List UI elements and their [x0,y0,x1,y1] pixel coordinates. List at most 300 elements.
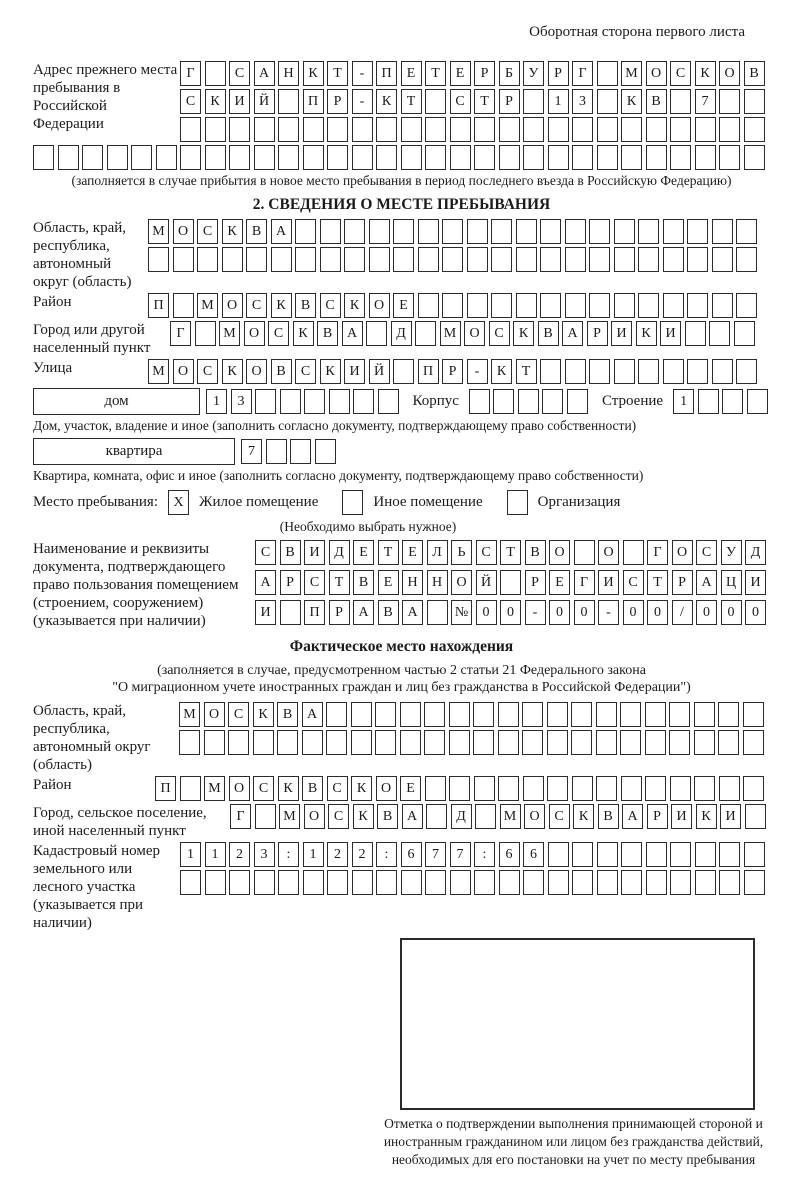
char-cell[interactable] [712,293,733,318]
char-cell[interactable]: Д [391,321,412,346]
char-cell[interactable] [418,219,439,244]
char-cell[interactable] [663,219,684,244]
char-cell[interactable]: Р [329,600,350,625]
checkbox-other-premises[interactable] [342,490,363,515]
char-cell[interactable] [277,730,298,755]
char-cell[interactable] [709,321,730,346]
char-cell[interactable] [548,117,569,142]
char-cell[interactable] [280,600,301,625]
char-cell[interactable] [499,145,520,170]
char-cell[interactable]: Е [400,776,421,801]
char-cell[interactable]: С [476,540,497,565]
char-cell[interactable] [572,870,593,895]
char-cell[interactable]: С [304,570,325,595]
char-cell[interactable]: О [598,540,619,565]
char-cell[interactable] [614,247,635,272]
char-cell[interactable]: Т [474,89,495,114]
char-cell[interactable] [473,702,494,727]
char-cell[interactable]: О [464,321,485,346]
char-cell[interactable]: О [549,540,570,565]
char-cell[interactable] [567,389,588,414]
char-cell[interactable] [295,247,316,272]
char-cell[interactable]: Р [587,321,608,346]
char-cell[interactable]: И [229,89,250,114]
char-cell[interactable]: К [636,321,657,346]
char-cell[interactable] [303,117,324,142]
char-cell[interactable]: Д [745,540,766,565]
char-cell[interactable] [351,730,372,755]
char-cell[interactable]: О [672,540,693,565]
char-cell[interactable] [565,219,586,244]
char-cell[interactable]: 7 [241,439,262,464]
char-cell[interactable]: О [376,776,397,801]
char-cell[interactable]: № [451,600,472,625]
char-cell[interactable] [326,730,347,755]
char-cell[interactable] [33,145,54,170]
char-cell[interactable]: Р [499,89,520,114]
char-cell[interactable] [687,247,708,272]
char-cell[interactable] [254,145,275,170]
char-cell[interactable] [747,389,768,414]
char-cell[interactable]: А [342,321,363,346]
char-cell[interactable] [393,247,414,272]
char-cell[interactable] [474,776,495,801]
char-cell[interactable]: М [279,804,300,829]
char-cell[interactable]: О [204,702,225,727]
char-cell[interactable] [498,730,519,755]
char-cell[interactable]: Т [647,570,668,595]
char-cell[interactable] [694,776,715,801]
char-cell[interactable] [352,145,373,170]
char-cell[interactable]: О [451,570,472,595]
char-cell[interactable]: И [304,540,325,565]
char-cell[interactable]: И [255,600,276,625]
char-cell[interactable] [491,219,512,244]
char-cell[interactable]: И [598,570,619,595]
char-cell[interactable]: 3 [254,842,275,867]
char-cell[interactable] [621,145,642,170]
char-cell[interactable] [670,117,691,142]
char-cell[interactable] [685,321,706,346]
char-cell[interactable]: 0 [500,600,521,625]
char-cell[interactable] [255,389,276,414]
char-cell[interactable]: 1 [205,842,226,867]
char-cell[interactable] [148,247,169,272]
char-cell[interactable] [547,702,568,727]
char-cell[interactable] [295,219,316,244]
char-cell[interactable] [425,870,446,895]
char-cell[interactable] [743,702,764,727]
char-cell[interactable] [327,145,348,170]
char-cell[interactable]: Т [329,570,350,595]
char-cell[interactable] [596,730,617,755]
char-cell[interactable]: П [148,293,169,318]
char-cell[interactable]: 0 [696,600,717,625]
char-cell[interactable]: - [467,359,488,384]
char-cell[interactable]: Б [499,61,520,86]
char-cell[interactable] [393,219,414,244]
char-cell[interactable] [467,293,488,318]
char-cell[interactable] [255,804,276,829]
char-cell[interactable]: И [671,804,692,829]
char-cell[interactable]: С [328,804,349,829]
char-cell[interactable]: Й [369,359,390,384]
char-cell[interactable]: С [489,321,510,346]
char-cell[interactable] [228,730,249,755]
char-cell[interactable] [695,117,716,142]
char-cell[interactable]: 1 [673,389,694,414]
char-cell[interactable] [646,117,667,142]
char-cell[interactable] [173,247,194,272]
char-cell[interactable]: А [254,61,275,86]
char-cell[interactable] [500,570,521,595]
char-cell[interactable] [425,776,446,801]
char-cell[interactable]: С [670,61,691,86]
char-cell[interactable] [290,439,311,464]
char-cell[interactable]: К [205,89,226,114]
char-cell[interactable]: С [623,570,644,595]
char-cell[interactable]: В [280,540,301,565]
char-cell[interactable]: - [352,61,373,86]
char-cell[interactable] [597,145,618,170]
char-cell[interactable]: И [660,321,681,346]
char-cell[interactable] [540,359,561,384]
char-cell[interactable]: В [246,219,267,244]
char-cell[interactable]: В [598,804,619,829]
char-cell[interactable] [449,730,470,755]
char-cell[interactable]: У [523,61,544,86]
char-cell[interactable] [621,842,642,867]
char-cell[interactable] [205,145,226,170]
char-cell[interactable]: И [344,359,365,384]
char-cell[interactable] [712,219,733,244]
char-cell[interactable] [326,702,347,727]
char-cell[interactable]: В [377,804,398,829]
char-cell[interactable] [719,117,740,142]
char-cell[interactable] [467,247,488,272]
char-cell[interactable] [744,117,765,142]
char-cell[interactable]: С [696,540,717,565]
char-cell[interactable]: К [491,359,512,384]
char-cell[interactable] [518,389,539,414]
char-cell[interactable] [351,702,372,727]
char-cell[interactable]: 3 [572,89,593,114]
char-cell[interactable]: Р [442,359,463,384]
char-cell[interactable] [523,776,544,801]
char-cell[interactable] [425,89,446,114]
char-cell[interactable]: О [222,293,243,318]
char-cell[interactable] [694,702,715,727]
char-cell[interactable]: О [719,61,740,86]
char-cell[interactable] [572,842,593,867]
char-cell[interactable]: С [450,89,471,114]
char-cell[interactable]: С [549,804,570,829]
char-cell[interactable] [522,730,543,755]
char-cell[interactable]: Е [549,570,570,595]
char-cell[interactable] [424,702,445,727]
char-cell[interactable]: Т [327,61,348,86]
char-cell[interactable] [614,293,635,318]
char-cell[interactable] [712,247,733,272]
char-cell[interactable] [698,389,719,414]
char-cell[interactable] [638,293,659,318]
char-cell[interactable]: К [513,321,534,346]
char-cell[interactable]: Г [572,61,593,86]
char-cell[interactable] [180,145,201,170]
char-cell[interactable]: Р [548,61,569,86]
char-cell[interactable] [204,730,225,755]
char-cell[interactable] [663,247,684,272]
char-cell[interactable] [645,776,666,801]
char-cell[interactable] [669,730,690,755]
char-cell[interactable] [589,293,610,318]
char-cell[interactable]: 0 [549,600,570,625]
char-cell[interactable]: И [745,570,766,595]
char-cell[interactable] [320,247,341,272]
char-cell[interactable]: - [352,89,373,114]
char-cell[interactable] [315,439,336,464]
char-cell[interactable]: В [646,89,667,114]
char-cell[interactable]: Г [574,570,595,595]
char-cell[interactable]: Т [516,359,537,384]
char-cell[interactable] [401,145,422,170]
char-cell[interactable]: А [353,600,374,625]
char-cell[interactable] [205,61,226,86]
char-cell[interactable] [229,117,250,142]
char-cell[interactable]: Е [393,293,414,318]
char-cell[interactable] [498,776,519,801]
char-cell[interactable] [574,540,595,565]
char-cell[interactable] [195,321,216,346]
char-cell[interactable] [589,219,610,244]
char-cell[interactable] [694,730,715,755]
char-cell[interactable] [670,145,691,170]
char-cell[interactable]: 7 [450,842,471,867]
char-cell[interactable]: В [353,570,374,595]
char-cell[interactable] [278,117,299,142]
char-cell[interactable]: А [302,702,323,727]
char-cell[interactable] [352,117,373,142]
char-cell[interactable]: М [148,219,169,244]
char-cell[interactable] [597,89,618,114]
char-cell[interactable] [547,730,568,755]
char-cell[interactable]: В [538,321,559,346]
checkbox-organization[interactable] [507,490,528,515]
char-cell[interactable]: К [351,776,372,801]
char-cell[interactable] [499,117,520,142]
char-cell[interactable]: 1 [548,89,569,114]
char-cell[interactable]: 0 [623,600,644,625]
char-cell[interactable] [523,89,544,114]
char-cell[interactable]: - [598,600,619,625]
char-cell[interactable] [442,219,463,244]
char-cell[interactable] [620,730,641,755]
char-cell[interactable]: Л [427,540,448,565]
char-cell[interactable] [621,870,642,895]
char-cell[interactable] [695,870,716,895]
char-cell[interactable]: С [246,293,267,318]
char-cell[interactable] [540,293,561,318]
char-cell[interactable] [712,359,733,384]
char-cell[interactable] [327,870,348,895]
char-cell[interactable] [614,359,635,384]
char-cell[interactable] [376,145,397,170]
char-cell[interactable] [107,145,128,170]
char-cell[interactable]: Ц [721,570,742,595]
char-cell[interactable] [205,870,226,895]
char-cell[interactable] [229,145,250,170]
char-cell[interactable] [719,776,740,801]
char-cell[interactable]: Е [450,61,471,86]
char-cell[interactable] [638,219,659,244]
char-cell[interactable]: А [402,804,423,829]
char-cell[interactable]: А [696,570,717,595]
char-cell[interactable]: Г [180,61,201,86]
char-cell[interactable]: С [253,776,274,801]
char-cell[interactable] [375,702,396,727]
char-cell[interactable] [734,321,755,346]
char-cell[interactable] [718,702,739,727]
char-cell[interactable] [718,730,739,755]
char-cell[interactable]: С [197,359,218,384]
char-cell[interactable] [523,117,544,142]
char-cell[interactable] [352,870,373,895]
char-cell[interactable]: : [278,842,299,867]
char-cell[interactable] [695,145,716,170]
char-cell[interactable]: С [295,359,316,384]
char-cell[interactable] [522,702,543,727]
char-cell[interactable]: С [180,89,201,114]
char-cell[interactable]: В [317,321,338,346]
char-cell[interactable] [222,247,243,272]
char-cell[interactable]: С [228,702,249,727]
char-cell[interactable]: Д [329,540,350,565]
char-cell[interactable] [467,219,488,244]
char-cell[interactable]: С [197,219,218,244]
char-cell[interactable] [687,293,708,318]
char-cell[interactable] [663,359,684,384]
char-cell[interactable] [645,730,666,755]
char-cell[interactable] [303,870,324,895]
char-cell[interactable]: К [696,804,717,829]
char-cell[interactable]: Р [672,570,693,595]
char-cell[interactable] [197,247,218,272]
char-cell[interactable]: Т [425,61,446,86]
char-cell[interactable] [366,321,387,346]
char-cell[interactable] [302,730,323,755]
char-cell[interactable] [743,776,764,801]
char-cell[interactable]: К [376,89,397,114]
char-cell[interactable]: О [244,321,265,346]
char-cell[interactable] [401,117,422,142]
char-cell[interactable]: С [320,293,341,318]
char-cell[interactable] [320,219,341,244]
char-cell[interactable] [596,702,617,727]
char-cell[interactable]: П [304,600,325,625]
char-cell[interactable] [491,247,512,272]
char-cell[interactable]: Р [474,61,495,86]
char-cell[interactable] [736,293,757,318]
char-cell[interactable]: К [222,219,243,244]
char-cell[interactable]: О [369,293,390,318]
char-cell[interactable] [378,389,399,414]
char-cell[interactable] [449,702,470,727]
char-cell[interactable] [597,61,618,86]
char-cell[interactable] [353,389,374,414]
char-cell[interactable]: Р [327,89,348,114]
char-cell[interactable] [572,776,593,801]
char-cell[interactable]: П [376,61,397,86]
char-cell[interactable] [498,702,519,727]
char-cell[interactable]: Е [402,540,423,565]
char-cell[interactable]: К [303,61,324,86]
char-cell[interactable]: О [173,219,194,244]
char-cell[interactable] [548,145,569,170]
char-cell[interactable] [571,702,592,727]
char-cell[interactable]: 0 [647,600,668,625]
char-cell[interactable] [450,870,471,895]
char-cell[interactable] [179,730,200,755]
char-cell[interactable]: 0 [745,600,766,625]
char-cell[interactable] [344,247,365,272]
char-cell[interactable] [254,870,275,895]
char-cell[interactable] [744,89,765,114]
char-cell[interactable] [670,89,691,114]
char-cell[interactable] [614,219,635,244]
char-cell[interactable]: / [672,600,693,625]
char-cell[interactable] [369,247,390,272]
char-cell[interactable]: О [304,804,325,829]
char-cell[interactable] [547,776,568,801]
char-cell[interactable] [516,293,537,318]
char-cell[interactable] [418,247,439,272]
char-cell[interactable] [303,145,324,170]
char-cell[interactable]: В [525,540,546,565]
char-cell[interactable]: - [525,600,546,625]
char-cell[interactable]: П [155,776,176,801]
char-cell[interactable]: Ь [451,540,472,565]
char-cell[interactable] [744,870,765,895]
char-cell[interactable]: Г [647,540,668,565]
char-cell[interactable] [205,117,226,142]
char-cell[interactable] [638,359,659,384]
char-cell[interactable]: П [303,89,324,114]
char-cell[interactable]: У [721,540,742,565]
char-cell[interactable] [304,389,325,414]
char-cell[interactable]: В [744,61,765,86]
char-cell[interactable] [744,145,765,170]
char-cell[interactable]: И [720,804,741,829]
char-cell[interactable]: В [295,293,316,318]
char-cell[interactable] [474,145,495,170]
char-cell[interactable] [589,359,610,384]
char-cell[interactable]: К [353,804,374,829]
char-cell[interactable] [280,389,301,414]
char-cell[interactable]: М [204,776,225,801]
char-cell[interactable] [523,870,544,895]
char-cell[interactable] [687,219,708,244]
char-cell[interactable] [474,117,495,142]
char-cell[interactable] [400,702,421,727]
char-cell[interactable]: А [271,219,292,244]
char-cell[interactable] [565,247,586,272]
char-cell[interactable]: М [621,61,642,86]
char-cell[interactable] [589,247,610,272]
char-cell[interactable] [474,870,495,895]
char-cell[interactable] [565,359,586,384]
char-cell[interactable] [450,117,471,142]
char-cell[interactable] [548,870,569,895]
